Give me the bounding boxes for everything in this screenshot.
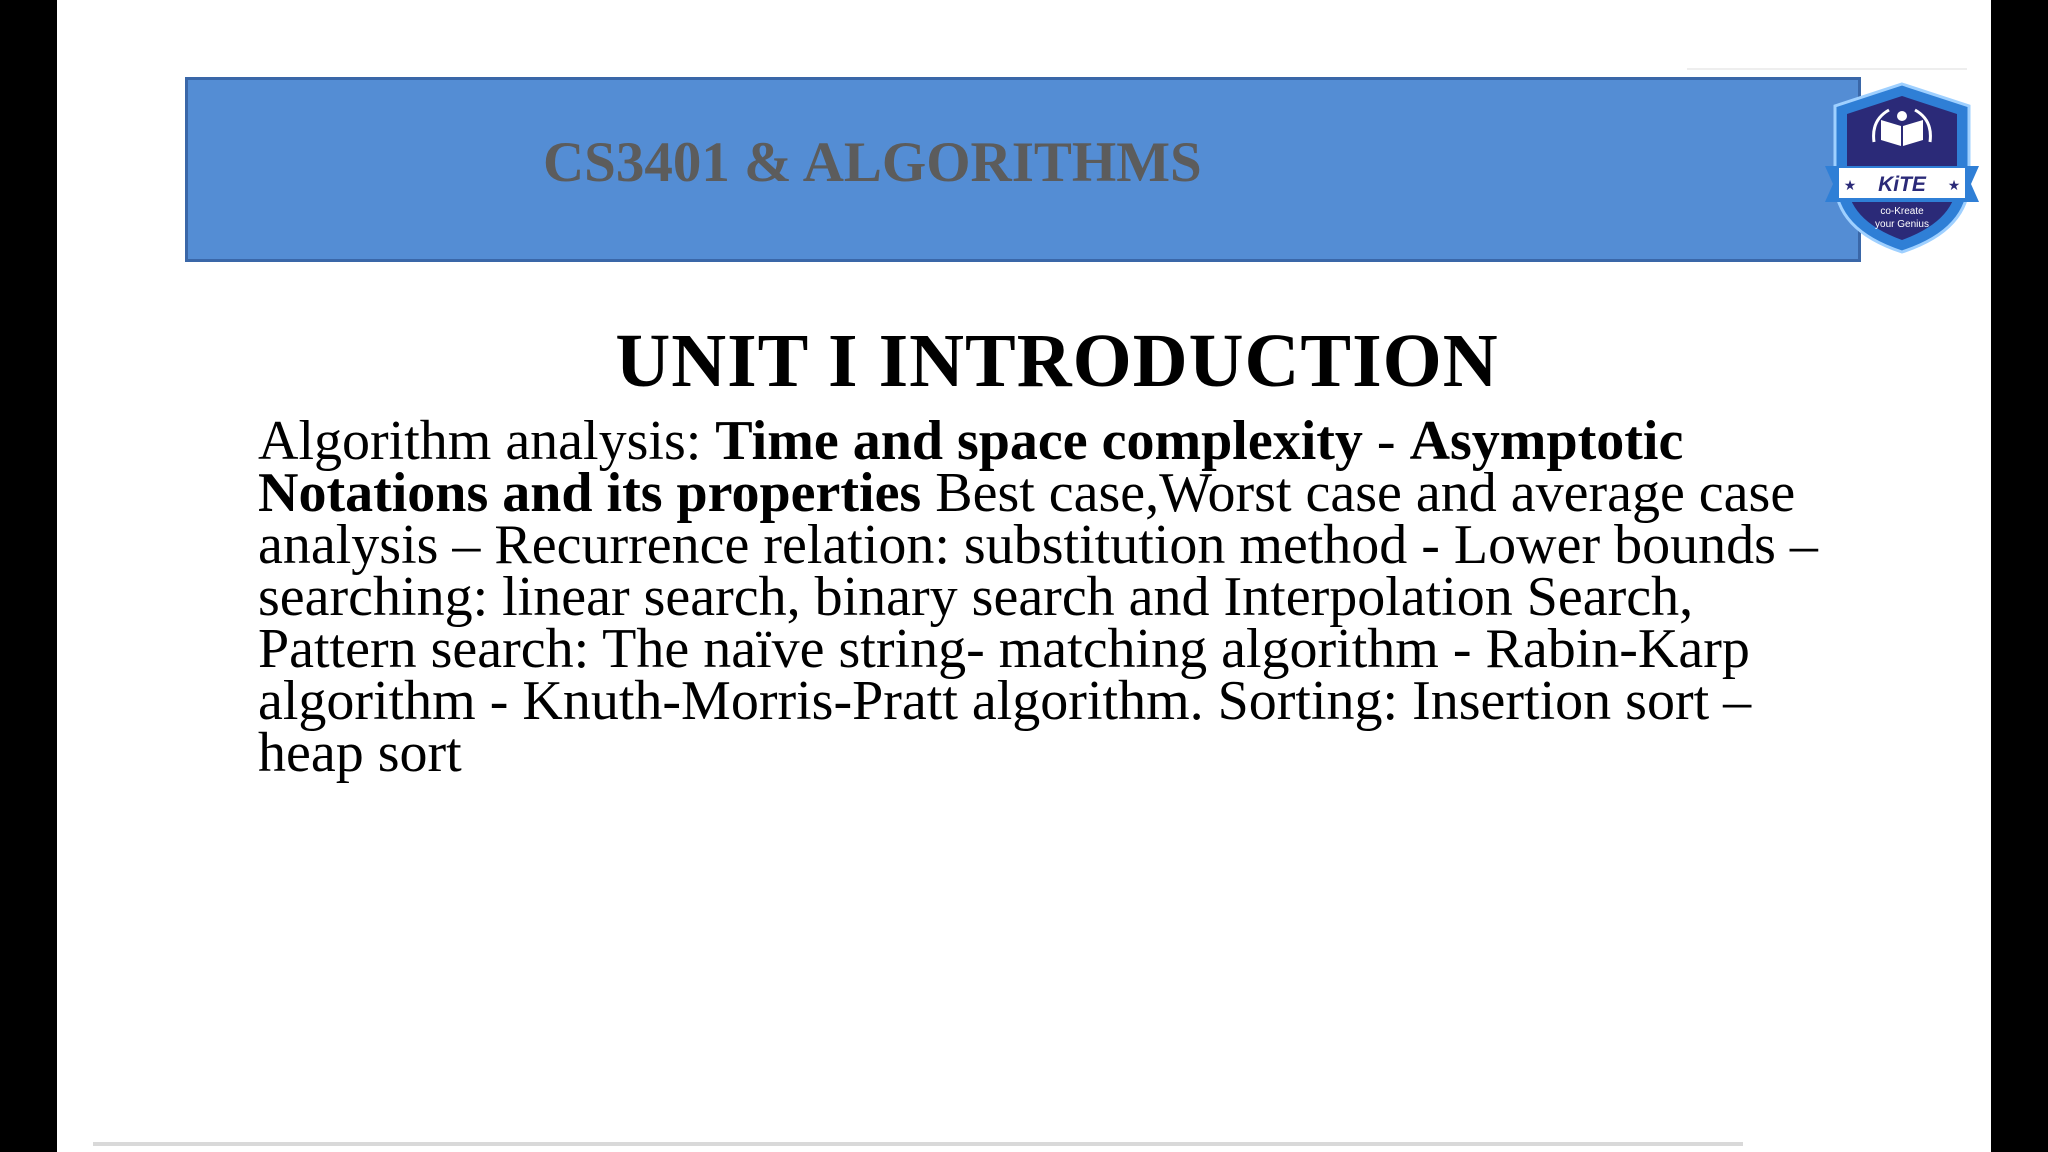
syllabus-text [258, 410, 1818, 784]
bottom-divider [93, 1142, 1743, 1146]
svg-text:★: ★ [1843, 178, 1857, 194]
logo-tagline-line1: co-Kreate [1880, 206, 1924, 217]
svg-text:★: ★ [1947, 178, 1961, 194]
header-banner [185, 77, 1961, 262]
syllabus-bold-segment: Time and space complexity [715, 410, 1363, 472]
slide [57, 0, 1991, 1152]
syllabus-segment: - [1362, 410, 1410, 472]
logo-brand-text: KiTE [1878, 173, 1926, 196]
logo-tagline-line2: your Genius [1875, 219, 1929, 230]
syllabus-segment: Algorithm analysis: [258, 410, 716, 472]
kite-shield-logo [1819, 80, 1985, 255]
unit-heading: UNIT I INTRODUCTION [615, 319, 1499, 403]
course-title: CS3401 & ALGORITHMS [543, 131, 1202, 194]
syllabus-bold-segment: Asymptotic Notations and its properties [258, 410, 1684, 524]
syllabus-segment: Best case,Worst case and average case analysis – Recurrence relation: substitution method - Lower bounds –searching: linear search, binary search and Interpolation Search, Pattern search: The naïve string- matching algorithm - Rabin-Karp algorithm - Knuth-Morris-Pratt algorithm. Sorting: Insertion sort – heap sort [258, 462, 1818, 784]
top-divider [1687, 68, 1967, 70]
